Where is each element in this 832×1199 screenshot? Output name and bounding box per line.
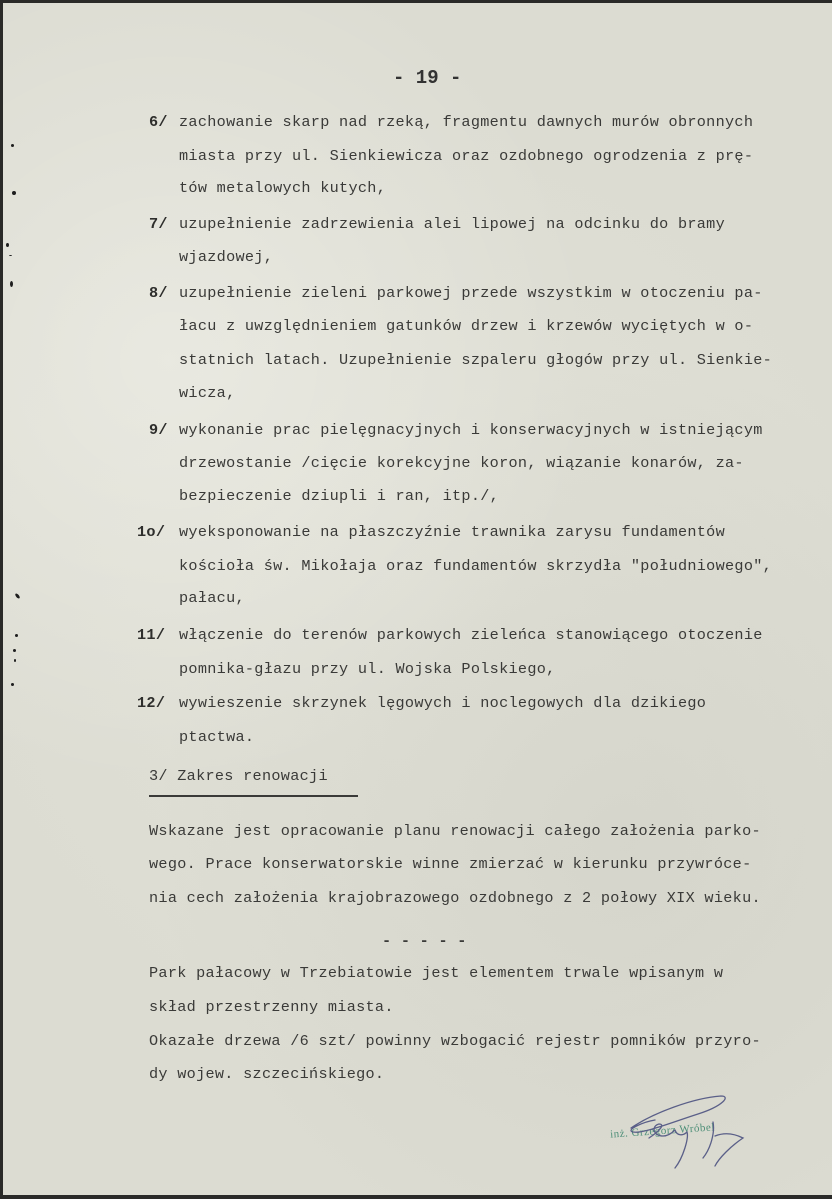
document-page [3,3,832,1195]
item-line: pomnika-głazu przy ul. Wojska Polskiego, [179,660,556,678]
margin-mark [15,634,18,637]
paragraph-line: dy wojew. szczecińskiego. [149,1065,385,1083]
item-number: 6/ [149,113,168,131]
item-line: uzupełnienie zadrzewienia alei lipowej na odcinku do bramy [179,215,726,233]
paragraph-line: nia cech założenia krajobrazowego ozdobnego z 2 połowy XIX wieku. [149,889,761,907]
margin-mark [14,659,16,662]
margin-mark [12,191,16,195]
signature-icon [603,1088,803,1178]
item-line: wyeksponowanie na płaszczyźnie trawnika zarysu fundamentów [179,523,726,541]
item-line: wicza, [179,384,236,402]
item-number: 1o/ [137,523,166,541]
item-number: 11/ [137,626,166,644]
item-number: 9/ [149,421,168,439]
margin-mark [13,649,16,652]
paragraph-line: skład przestrzenny miasta. [149,998,394,1016]
item-number: 8/ [149,284,168,302]
margin-mark [11,683,14,686]
separator: - - - - - [382,932,467,950]
paragraph-line: wego. Prace konserwatorskie winne zmierzać w kierunku przywróce- [149,855,752,873]
item-line: pałacu, [179,589,245,607]
margin-mark [9,255,12,256]
item-line: tów metalowych kutych, [179,179,387,197]
item-line: wjazdowej, [179,248,274,266]
margin-mark [11,144,14,147]
item-line: zachowanie skarp nad rzeką, fragmentu dawnych murów obronnych [179,113,754,131]
item-line: włączenie do terenów parkowych zieleńca stanowiącego otoczenie [179,626,763,644]
paragraph-line: Wskazane jest opracowanie planu renowacji całego założenia parko- [149,822,761,840]
section-heading: 3/ Zakres renowacji [149,767,328,785]
paragraph-line: Okazałe drzewa /6 szt/ powinny wzbogacić rejestr pomników przyro- [149,1032,761,1050]
item-line: bezpieczenie dziupli i ran, itp./, [179,487,500,505]
item-line: wywieszenie skrzynek lęgowych i noclegowych dla dzikiego [179,694,707,712]
item-line: kościoła św. Mikołaja oraz fundamentów skrzydła "południowego", [179,557,773,575]
item-line: drzewostanie /cięcie korekcyjne koron, wiązanie konarów, za- [179,454,744,472]
paragraph-line: Park pałacowy w Trzebiatowie jest elementem trwale wpisanym w [149,964,724,982]
margin-mark [6,243,9,247]
item-number: 7/ [149,215,168,233]
name-stamp: inż. Grzegorz Wróbel [609,1121,716,1141]
item-number: 12/ [137,694,166,712]
item-line: miasta przy ul. Sienkiewicza oraz ozdobnego ogrodzenia z prę- [179,147,754,165]
margin-mark [10,281,13,287]
item-line: wykonanie prac pielęgnacyjnych i konserwacyjnych w istniejącym [179,421,763,439]
item-line: ptactwa. [179,728,255,746]
item-line: uzupełnienie zieleni parkowej przede wszystkim w otoczeniu pa- [179,284,763,302]
item-line: statnich latach. Uzupełnienie szpaleru głogów przy ul. Sienkie- [179,351,773,369]
item-line: łacu z uwzględnieniem gatunków drzew i krzewów wyciętych w o- [179,317,754,335]
heading-underline [149,795,358,797]
page-number: - 19 - [393,67,462,89]
margin-mark [14,593,20,600]
